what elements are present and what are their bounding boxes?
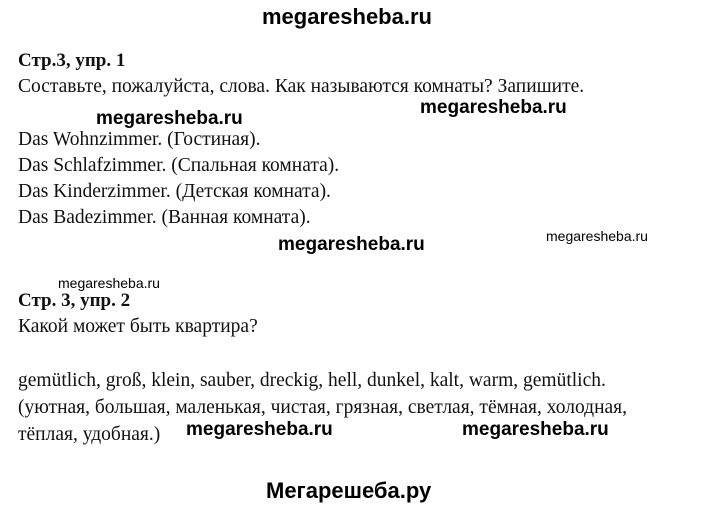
section1-heading: Стр.3, упр. 1 xyxy=(18,50,126,71)
watermark: megaresheba.ru xyxy=(96,108,243,129)
section1-line: Das Badezimmer. (Ванная комната). xyxy=(18,207,311,228)
section2-heading: Стр. 3, упр. 2 xyxy=(18,290,131,311)
section1-line: Das Wohnzimmer. (Гостиная). xyxy=(18,129,261,150)
section1-line: Das Kinderzimmer. (Детская комната). xyxy=(18,181,331,202)
section1-line: Das Schlafzimmer. (Спальная комната). xyxy=(18,155,340,176)
watermark: megaresheba.ru xyxy=(186,419,333,440)
section2-answer-line: gemütlich, groß, klein, sauber, dreckig, hell, dunkel, kalt, warm, gemütlich. xyxy=(18,370,606,391)
watermark: megaresheba.ru xyxy=(278,234,425,255)
watermark: megaresheba.ru xyxy=(420,97,567,118)
header-watermark: megaresheba.ru xyxy=(262,4,432,29)
watermark: megaresheba.ru xyxy=(546,228,648,244)
section1-instruction: Составьте, пожалуйста, слова. Как называются комнаты? Запишите. xyxy=(18,76,585,97)
section2-answer-line: (уютная, большая, маленькая, чистая, грязная, светлая, тёмная, холодная, xyxy=(18,397,628,418)
footer-brand: Мегарешеба.ру xyxy=(266,478,432,503)
watermark: megaresheba.ru xyxy=(462,419,609,440)
section2-question: Какой может быть квартира? xyxy=(18,316,258,337)
watermark: megaresheba.ru xyxy=(58,275,160,291)
section2-answer-line: тёплая, удобная.) xyxy=(18,424,161,445)
